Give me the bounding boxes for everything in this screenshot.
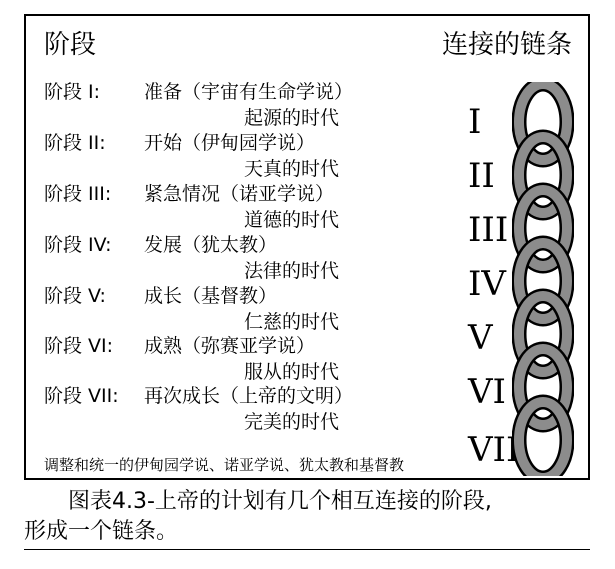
diagram-panel	[24, 14, 590, 480]
stage-description: 再次成长（上帝的文明）	[144, 385, 354, 407]
footnote: 调整和统一的伊甸园学说、诺亚学说、犹太教和基督教	[44, 456, 405, 474]
numeral-1: I	[468, 102, 482, 142]
stage-era: 起源的时代	[244, 107, 340, 129]
numeral-4: IV	[468, 264, 506, 304]
stage-description: 成长（基督教）	[144, 285, 278, 307]
stage-label: 阶段 VII:	[44, 385, 119, 407]
stage-label: 阶段 IV:	[44, 234, 112, 256]
numeral-5: V	[468, 318, 493, 358]
stage-description: 开始（伊甸园学说）	[144, 132, 316, 154]
stage-era: 道德的时代	[244, 209, 340, 231]
stage-label: 阶段 I:	[44, 81, 101, 103]
caption-line-2: 形成一个链条。	[24, 519, 179, 544]
stage-label: 阶段 III:	[44, 183, 112, 205]
numeral-7: VII	[468, 430, 520, 470]
stage-label: 阶段 II:	[44, 132, 106, 154]
stage-description: 发展（犹太教）	[144, 234, 278, 256]
stages-heading: 阶段	[44, 30, 97, 60]
stage-label: 阶段 V:	[44, 285, 106, 307]
figure-caption	[24, 487, 594, 547]
stage-description: 紧急情况（诺亚学说）	[144, 183, 335, 205]
stage-era: 完美的时代	[244, 411, 340, 433]
caption-line-1: 图表4.3-上帝的计划有几个相互连接的阶段,	[68, 489, 492, 514]
numeral-6: VI	[468, 372, 506, 412]
stage-description: 成熟（弥赛亚学说）	[144, 335, 316, 357]
stage-era: 法律的时代	[244, 260, 340, 282]
chain-heading: 连接的链条	[441, 30, 572, 60]
chain-illustration	[512, 82, 574, 476]
stage-description: 准备（宇宙有生命学说）	[144, 81, 354, 103]
caption-divider	[24, 549, 590, 550]
stage-era: 天真的时代	[244, 158, 340, 180]
numeral-3: III	[468, 210, 509, 250]
numeral-2: II	[468, 156, 495, 196]
stage-era: 服从的时代	[244, 361, 340, 383]
stage-era: 仁慈的时代	[244, 311, 340, 333]
stage-label: 阶段 VI:	[44, 335, 114, 357]
